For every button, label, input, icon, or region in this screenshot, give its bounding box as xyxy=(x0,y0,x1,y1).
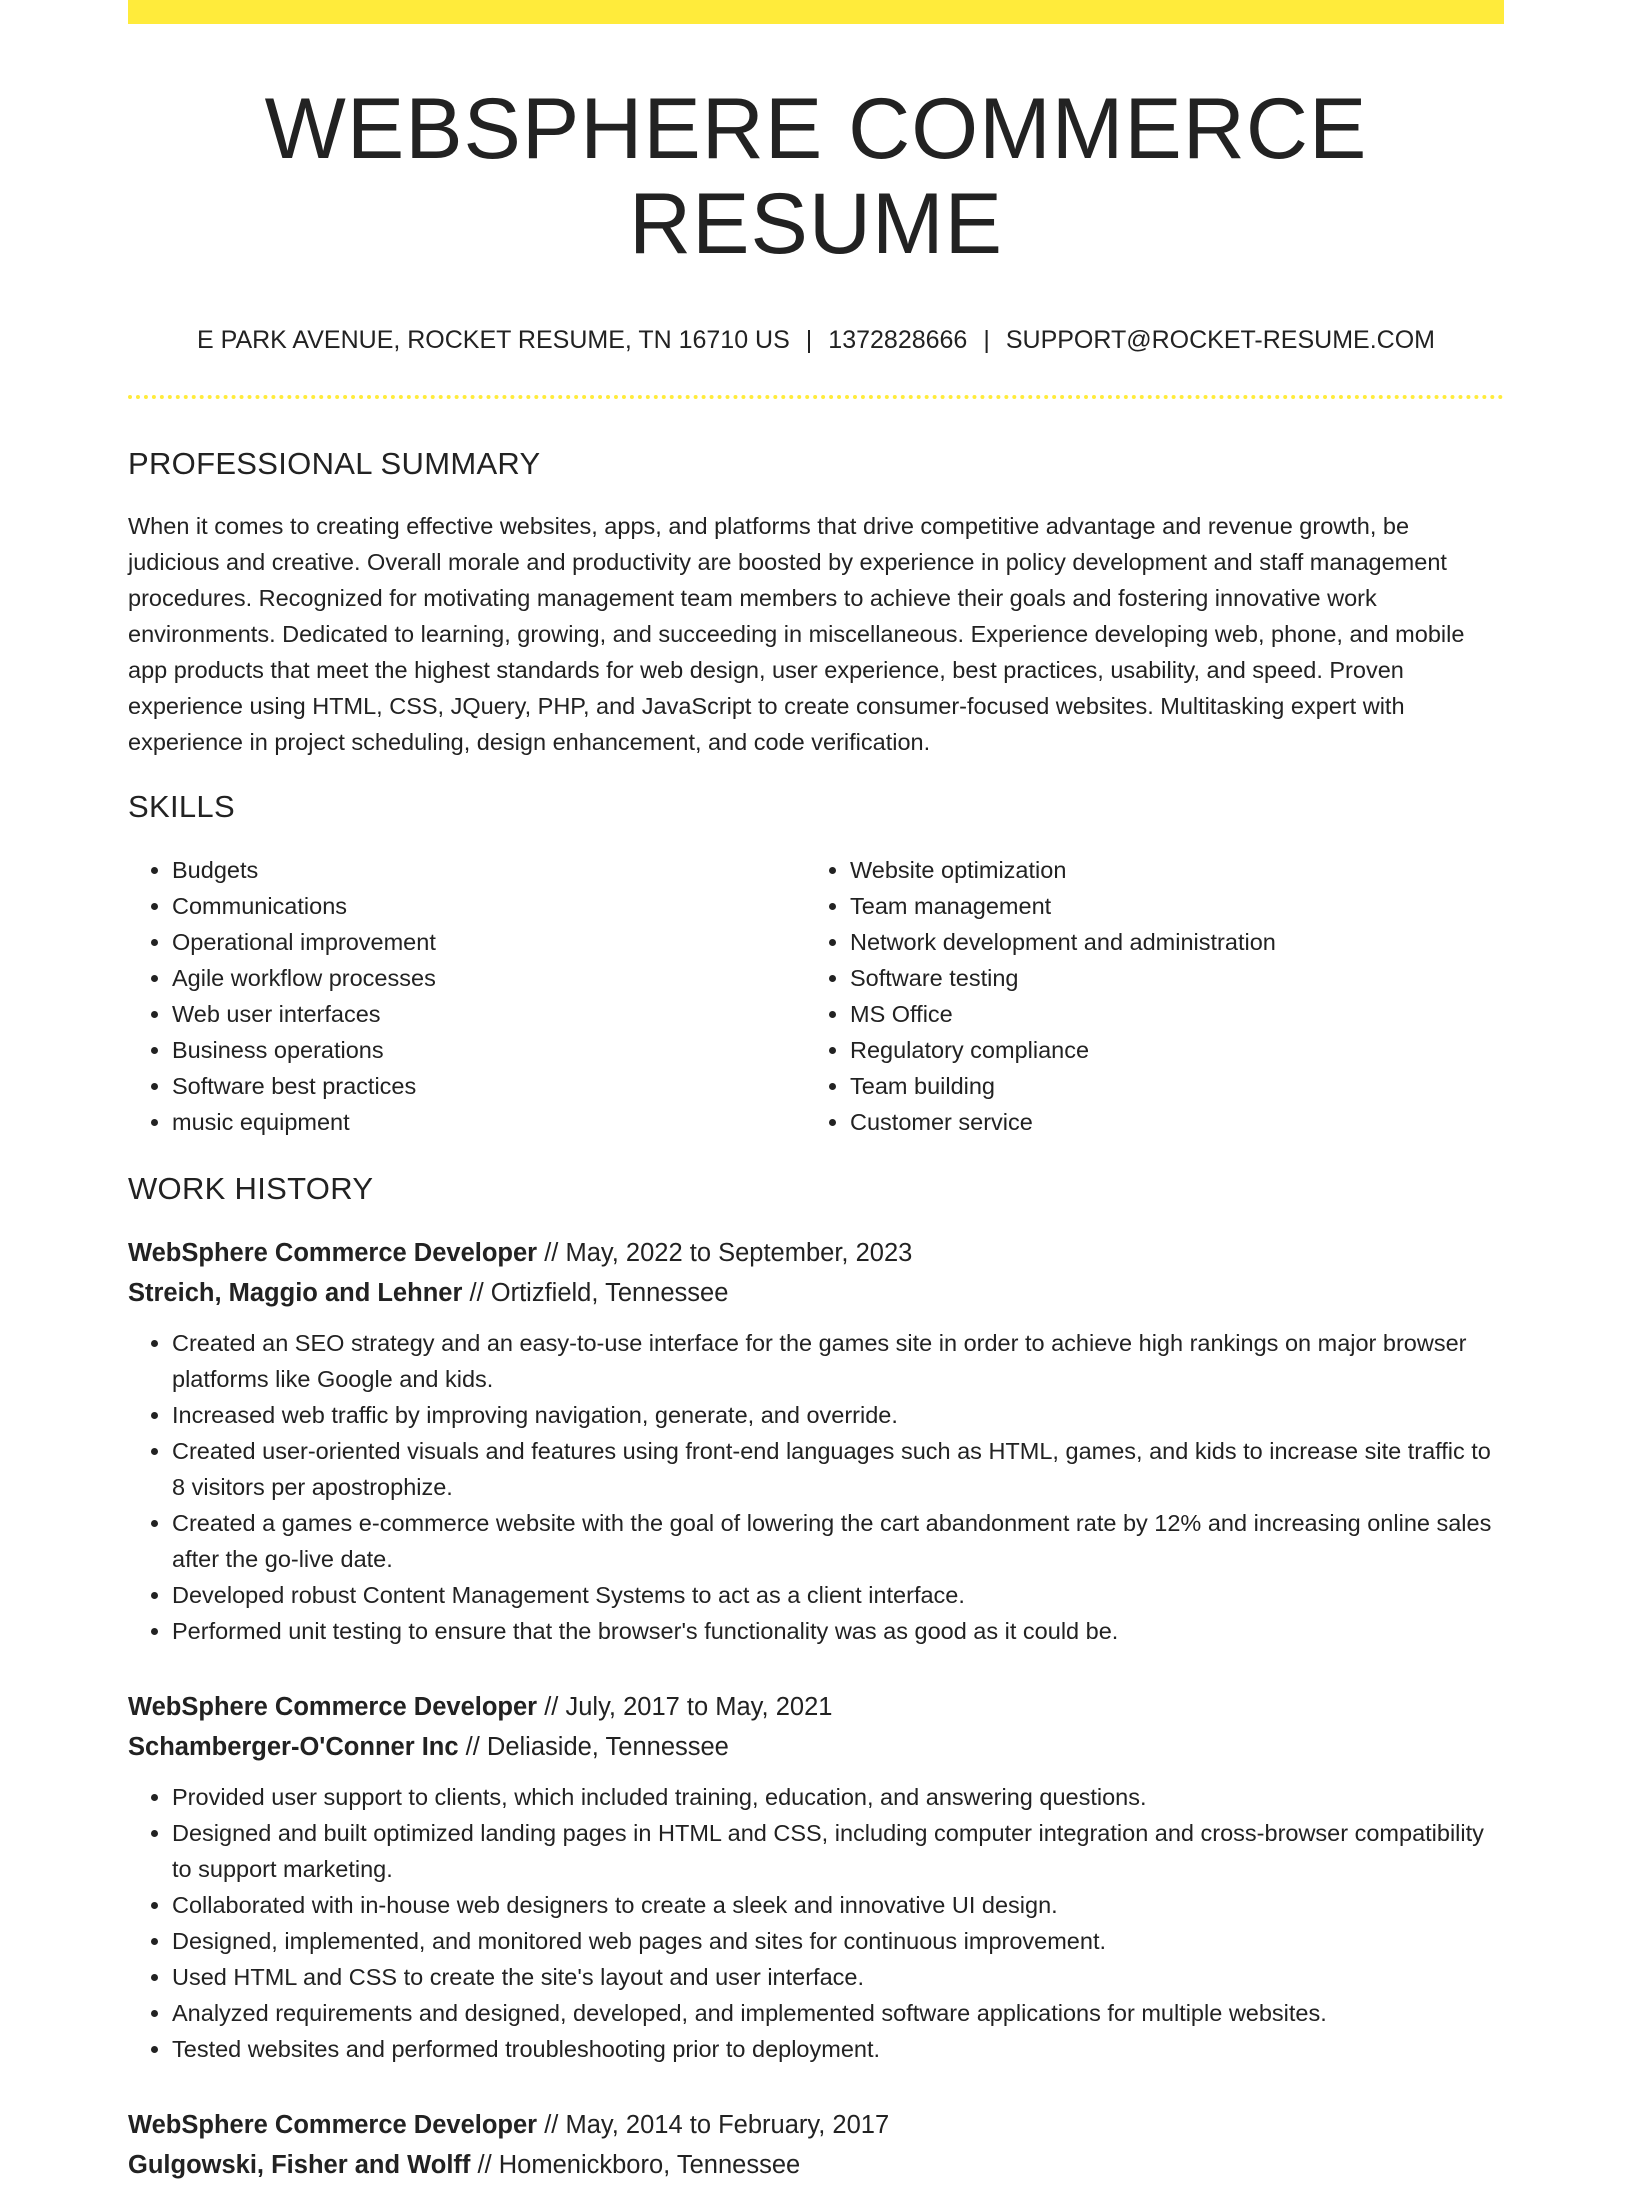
contact-email: SUPPORT@ROCKET-RESUME.COM xyxy=(1005,326,1435,355)
skill-item: • Website optimization xyxy=(850,852,1484,888)
top-accent-bar xyxy=(128,0,1504,24)
job-bullet: • Designed and built optimized landing pages in HTML and CSS, including computer integration and cross-browser compatibility to support marketing. xyxy=(172,1815,1504,1887)
job-delimiter: // xyxy=(544,2110,559,2139)
job-title-line xyxy=(128,1233,1504,1273)
resume-page xyxy=(128,0,1504,2185)
skills-column-left xyxy=(128,852,806,1140)
job-bullet: • Used HTML and CSS to create the site's layout and user interface. xyxy=(172,1959,1504,1995)
skills-list xyxy=(128,852,1504,1140)
skill-item: • Software best practices xyxy=(172,1068,806,1104)
contact-phone: 1372828666 xyxy=(828,326,968,355)
job-delimiter: // xyxy=(544,1238,559,1267)
job-bullet: • Analyzed requirements and designed, developed, and implemented software applications for multiple websites. xyxy=(172,1995,1504,2031)
job-delimiter: // xyxy=(544,1692,559,1721)
skill-item: • Budgets xyxy=(172,852,806,888)
job-dates: May, 2014 to February, 2017 xyxy=(565,2110,890,2139)
skill-item: • Regulatory compliance xyxy=(850,1032,1484,1068)
job-title-line xyxy=(128,2105,1504,2145)
job-role: WebSphere Commerce Developer xyxy=(128,2110,538,2139)
job-role: WebSphere Commerce Developer xyxy=(128,1692,538,1721)
skill-item: • Team building xyxy=(850,1068,1484,1104)
job-bullet: • Developed robust Content Management Systems to act as a client interface. xyxy=(172,1577,1504,1613)
skill-item: • Web user interfaces xyxy=(172,996,806,1032)
job-bullet: • Collaborated with in-house web designers to create a sleek and innovative UI design. xyxy=(172,1887,1504,1923)
job-dates: May, 2022 to September, 2023 xyxy=(565,1238,913,1267)
job-bullet: • Created an SEO strategy and an easy-to-use interface for the games site in order to achieve high rankings on major browser platforms like Google and kids. xyxy=(172,1325,1504,1397)
skill-item: • Team management xyxy=(850,888,1484,924)
skill-item: • Software testing xyxy=(850,960,1484,996)
job-entry xyxy=(128,1233,1504,1649)
job-entry xyxy=(128,1687,1504,2067)
skill-item: • music equipment xyxy=(172,1104,806,1140)
job-company-line xyxy=(128,1273,1504,1313)
job-company-line xyxy=(128,1727,1504,1767)
skill-item: • Communications xyxy=(172,888,806,924)
resume-title: WEBSPHERE COMMERCE RESUME xyxy=(264,81,1368,272)
job-company: Schamberger-O'Conner Inc xyxy=(128,1732,459,1761)
skill-item: • Business operations xyxy=(172,1032,806,1068)
job-bullet: • Created user-oriented visuals and features using front-end languages such as HTML, games, and kids to increase site traffic to 8 visitors per apostrophize. xyxy=(172,1433,1504,1505)
job-delimiter: // xyxy=(477,2150,492,2179)
work-history-heading: WORK HISTORY xyxy=(128,1170,374,1206)
job-dates: July, 2017 to May, 2021 xyxy=(565,1692,833,1721)
job-company: Streich, Maggio and Lehner xyxy=(128,1278,463,1307)
job-delimiter: // xyxy=(469,1278,484,1307)
job-bullet: • Designed, implemented, and monitored web pages and sites for continuous improvement. xyxy=(172,1923,1504,1959)
skill-item: • Operational improvement xyxy=(172,924,806,960)
job-bullet: • Created a games e-commerce website with the goal of lowering the cart abandonment rate by 12% and increasing online sales after the go-live date. xyxy=(172,1505,1504,1577)
job-bullets xyxy=(128,1779,1504,2067)
job-bullet: • Performed unit testing to ensure that the browser's functionality was as good as it could be. xyxy=(172,1613,1504,1649)
job-bullet: • Tested websites and performed troubleshooting prior to deployment. xyxy=(172,2031,1504,2067)
job-bullet: • Increased web traffic by improving navigation, generate, and override. xyxy=(172,1397,1504,1433)
header-divider xyxy=(128,395,1504,399)
skill-item: • Network development and administration xyxy=(850,924,1484,960)
job-location: Ortizfield, Tennessee xyxy=(490,1278,729,1307)
summary-text: When it comes to creating effective websites, apps, and platforms that drive competitive advantage and revenue growth, be judicious and creative. Overall morale and productivity are boosted by experience in policy development and staff management procedures. Recognized for motivating management team members to achieve their goals and fostering innovative work environments. Dedicated to learning, growing, and succeeding in miscellaneous. Experience developing web, phone, and mobile app products that meet the highest standards for web design, user experience, best practices, usability, and speed. Proven experience using HTML, CSS, JQuery, PHP, and JavaScript to create consumer-focused websites. Multitasking expert with experience in project scheduling, design enhancement, and code verification. xyxy=(128,513,1465,756)
summary-heading: PROFESSIONAL SUMMARY xyxy=(128,446,541,482)
job-location: Homenickboro, Tennessee xyxy=(498,2150,801,2179)
contact-address: E PARK AVENUE, ROCKET RESUME, TN 16710 US xyxy=(197,326,790,355)
job-location: Deliaside, Tennessee xyxy=(486,1732,729,1761)
skills-heading: SKILLS xyxy=(128,789,235,825)
job-bullets xyxy=(128,1325,1504,1649)
job-delimiter: // xyxy=(465,1732,480,1761)
job-company: Gulgowski, Fisher and Wolff xyxy=(128,2150,471,2179)
job-entry xyxy=(128,2105,1504,2185)
skill-item: • Customer service xyxy=(850,1104,1484,1140)
job-title-line xyxy=(128,1687,1504,1727)
skill-item: • MS Office xyxy=(850,996,1484,1032)
job-company-line xyxy=(128,2145,1504,2185)
job-bullet: • Provided user support to clients, which included training, education, and answering questions. xyxy=(172,1779,1504,1815)
contact-line xyxy=(128,325,1504,355)
contact-separator: | xyxy=(983,326,990,355)
job-role: WebSphere Commerce Developer xyxy=(128,1238,538,1267)
skill-item: • Agile workflow processes xyxy=(172,960,806,996)
contact-separator: | xyxy=(805,326,813,355)
skills-column-right xyxy=(806,852,1484,1140)
